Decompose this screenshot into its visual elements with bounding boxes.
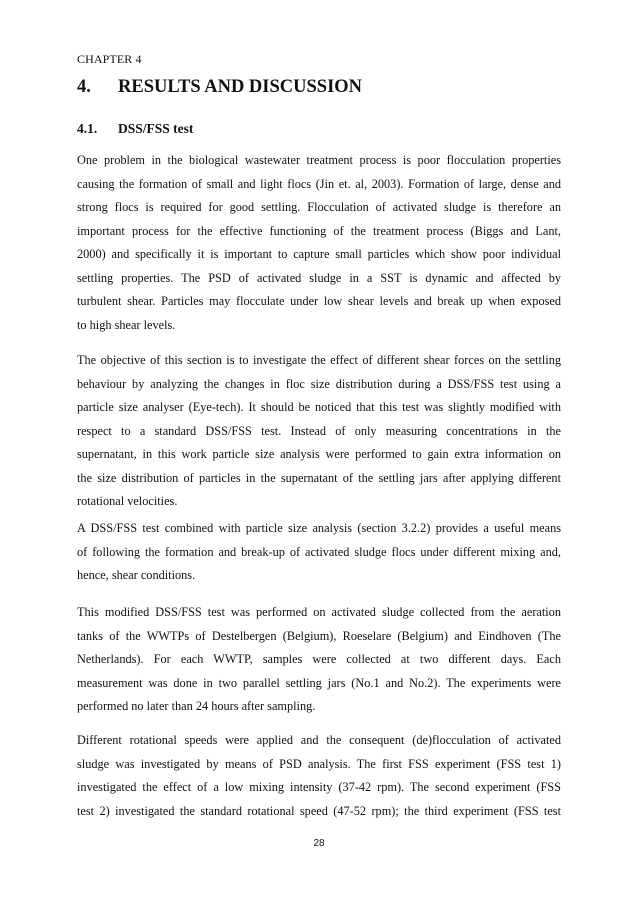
text-line: strong flocs is required for good settling. Flocculation of activated sludge is therefore an	[77, 200, 561, 214]
text-line: performed no later than 24 hours after sampling.	[77, 699, 316, 713]
page-number: 28	[313, 838, 325, 849]
section-heading	[77, 77, 362, 98]
paragraph-objective	[77, 349, 561, 514]
text-line: investigated the effect of a low mixing intensity (37-42 rpm). The second experiment (FSS	[77, 780, 561, 794]
subsection-number: 4.1.	[77, 121, 98, 136]
text-line: causing the formation of small and light flocs (Jin et. al, 2003). Formation of large, dense and	[77, 176, 561, 191]
subsection-heading	[77, 121, 193, 137]
text-line: turbulent shear. Particles may flocculate under low shear levels and break up when exposed	[77, 294, 561, 308]
text-line: The objective of this section is to investigate the effect of different shear forces on the settling	[77, 353, 561, 367]
text-line: of following the formation and break-up of activated sludge flocs under different mixing and,	[77, 544, 561, 559]
text-line: Different rotational speeds were applied and the consequent (de)flocculation of activated	[77, 733, 561, 747]
text-line: the size distribution of particles in the supernatant of the settling jars after applying different	[77, 470, 561, 485]
text-line: tanks of the WWTPs of Destelbergen (Belgium), Roeselare (Belgium) and Eindhoven (The	[77, 628, 561, 643]
text-line: behaviour by analyzing the changes in floc size distribution during a DSS/FSS test using a	[77, 376, 561, 391]
text-line: test 2) investigated the standard rotational speed (47-52 rpm); the third experiment (FSS test	[77, 803, 561, 818]
paragraph-method	[77, 517, 561, 588]
text-line: important process for the effective functioning of the treatment process (Biggs and Lant,	[77, 223, 561, 238]
text-line: sludge was investigated by means of PSD analysis. The first FSS experiment (FSS test 1)	[77, 756, 561, 771]
text-line: 2000) and specifically it is important to capture small particles which show poor individual	[77, 247, 561, 261]
paragraph-rotational-speeds	[77, 729, 561, 823]
text-line: respect to a standard DSS/FSS test. Instead of only measuring concentrations in the	[77, 423, 561, 438]
chapter-label: CHAPTER 4	[77, 52, 142, 66]
text-line: This modified DSS/FSS test was performed on activated sludge collected from the aeration	[77, 605, 561, 619]
text-line: particle size analyser (Eye-tech). It should be noticed that this test was slightly modified with	[77, 400, 561, 414]
text-line: supernatant, in this work particle size analysis were performed to gain extra information on	[77, 447, 561, 461]
paragraph-intro	[77, 149, 561, 337]
text-line: rotational velocities.	[77, 494, 178, 508]
text-line: measurement was done in two parallel settling jars (No.1 and No.2). The experiments were	[77, 675, 561, 690]
subsection-title: DSS/FSS test	[118, 121, 194, 136]
paragraph-sampling	[77, 601, 561, 719]
text-line: A DSS/FSS test combined with particle size analysis (section 3.2.2) provides a useful means	[77, 521, 561, 535]
text-line: hence, shear conditions.	[77, 568, 196, 582]
text-line: Netherlands). For each WWTP, samples were collected at two different days. Each	[77, 652, 561, 666]
section-number: 4.	[77, 77, 91, 97]
text-line: One problem in the biological wastewater treatment process is poor flocculation properties	[77, 153, 561, 167]
text-line: settling properties. The PSD of activated sludge in a SST is dynamic and affected by	[77, 270, 561, 285]
text-line: to high shear levels.	[77, 317, 176, 332]
section-title: RESULTS AND DISCUSSION	[118, 77, 363, 97]
